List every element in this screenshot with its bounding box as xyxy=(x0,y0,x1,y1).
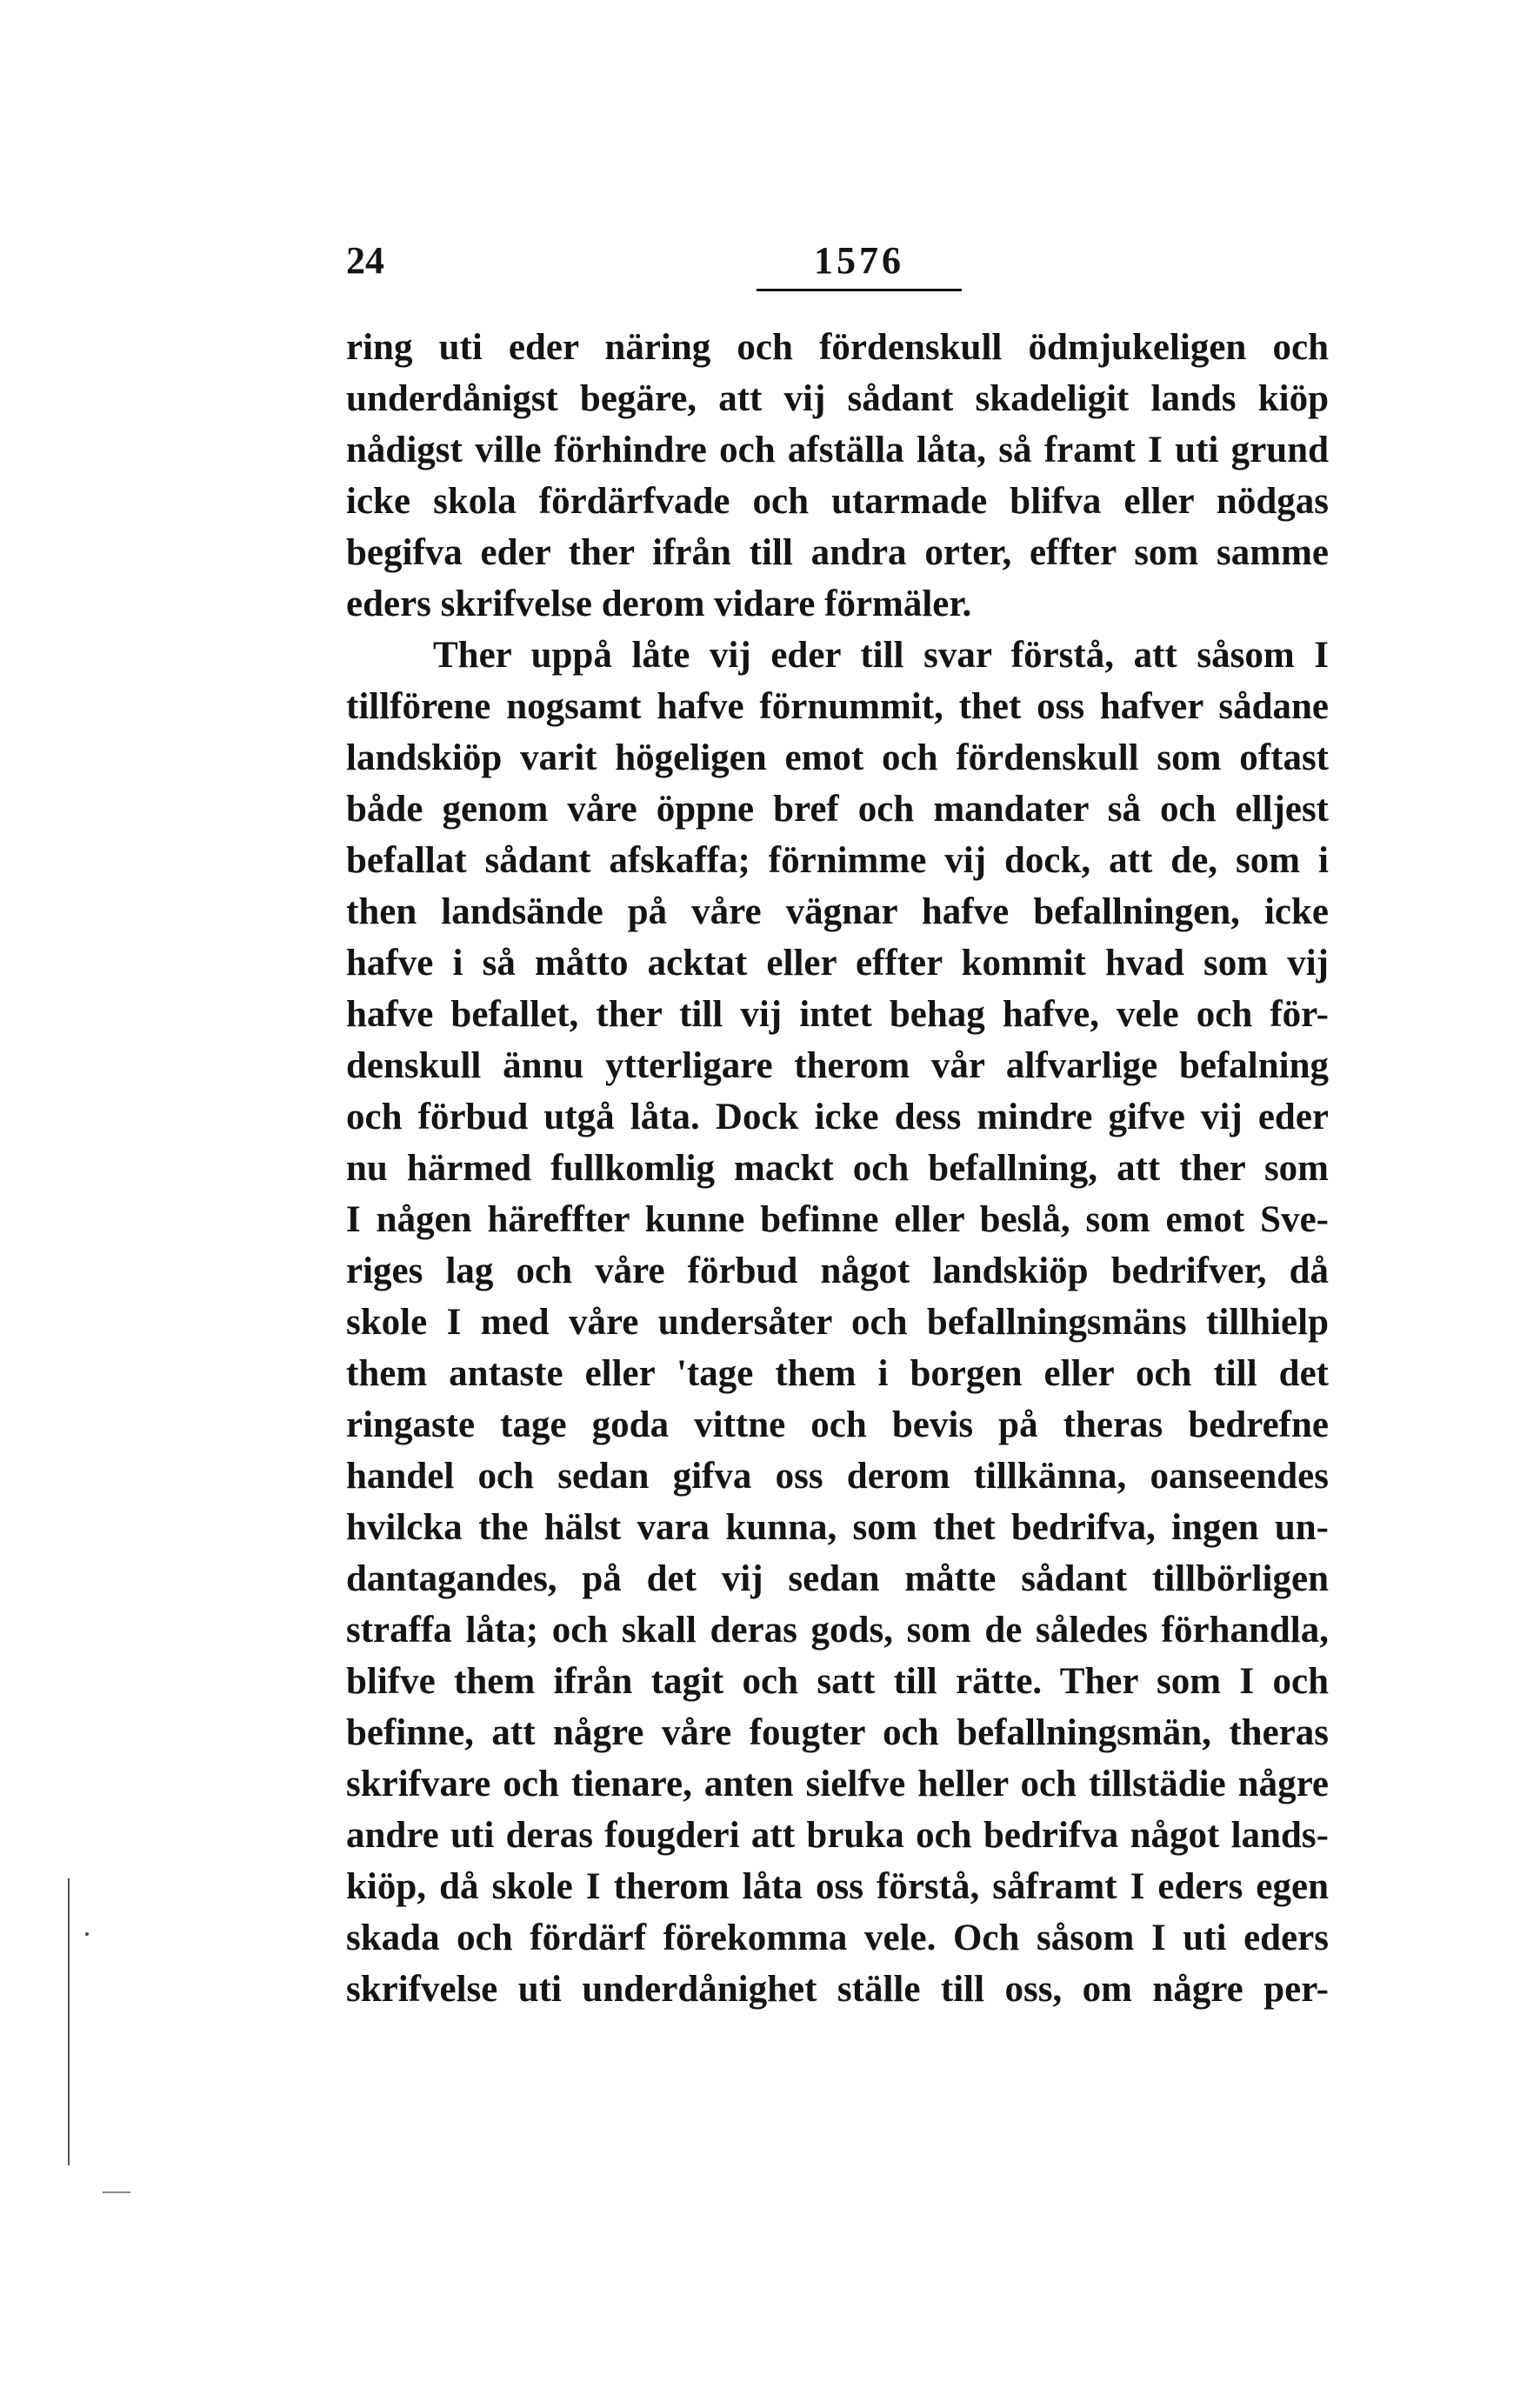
text-line: hafve befallet, ther till vij intet behag hafve, vele och för- xyxy=(346,994,1329,1035)
body-text xyxy=(346,322,1329,2015)
text-line: skrifvare och tienare, anten sielfve heller och tillstädie någre xyxy=(346,1764,1329,1804)
text-line: denskull ännu ytterligare therom vår alfvarlige befalning xyxy=(346,1045,1329,1086)
text-line: straffa låta; och skall deras gods, som de således förhandla, xyxy=(346,1610,1329,1651)
text-line: then landsände på våre vägnar hafve befallningen, icke xyxy=(346,891,1329,932)
text-line: tillförene nogsamt hafve förnummit, thet oss hafver sådane xyxy=(346,686,1329,727)
text-line: skada och fördärf förekomma vele. Och såsom I uti eders xyxy=(346,1918,1329,1958)
page-number: 24 xyxy=(346,239,384,282)
text-line: begifva eder ther ifrån till andra orter, effter som samme xyxy=(346,532,1329,573)
paragraph-start-line: Ther uppå låte vij eder till svar förstå, att såsom I xyxy=(433,635,1329,676)
text-line: hvilcka the hälst vara kunna, som thet bedrifva, ingen un- xyxy=(346,1507,1329,1548)
text-line: I någen häreffter kunne befinne eller beslå, som emot Sve- xyxy=(346,1199,1329,1240)
text-line: nu härmed fullkomlig mackt och befallning, att ther som xyxy=(346,1148,1329,1189)
margin-binding-line xyxy=(68,1878,70,2165)
text-line: them antaste eller 'tage them i borgen eller och till det xyxy=(346,1353,1329,1394)
margin-tick-mark xyxy=(103,2191,130,2193)
text-line: hafve i så måtto acktat eller effter kommit hvad som vij xyxy=(346,943,1329,984)
text-line: skrifvelse uti underdånighet ställe till oss, om någre per- xyxy=(346,1969,1329,2010)
margin-speck xyxy=(85,1932,89,1936)
text-line: dantagandes, på det vij sedan måtte sådant tillbörligen xyxy=(346,1558,1329,1599)
text-line: och förbud utgå låta. Dock icke dess mindre gifve vij eder xyxy=(346,1097,1329,1137)
text-line: kiöp, då skole I therom låta oss förstå, såframt I eders egen xyxy=(346,1866,1329,1907)
text-line: landskiöp varit högeligen emot och fördenskull som oftast xyxy=(346,737,1329,778)
text-line: skole I med våre undersåter och befallningsmäns tillhielp xyxy=(346,1302,1329,1343)
header-year: 1576 xyxy=(814,239,904,282)
text-line: underdånigst begäre, att vij sådant skadeligit lands kiöp xyxy=(346,378,1329,419)
text-line: riges lag och våre förbud något landskiöp bedrifver, då xyxy=(346,1251,1329,1291)
header-rule xyxy=(757,289,962,291)
text-line: andre uti deras fougderi att bruka och bedrifva något lands- xyxy=(346,1815,1329,1856)
page-header xyxy=(346,235,1329,296)
text-line: både genom våre öppne bref och mandater så och elljest xyxy=(346,789,1329,830)
text-line: blifve them ifrån tagit och satt till rätte. Ther som I och xyxy=(346,1661,1329,1702)
text-line: ring uti eder näring och fördenskull ödmjukeligen och xyxy=(346,327,1329,368)
text-line: nådigst ville förhindre och afställa låta, så framt I uti grund xyxy=(346,430,1329,470)
text-line: icke skola fördärfvade och utarmade blifva eller nödgas xyxy=(346,481,1329,522)
text-line: befallat sådant afskaffa; förnimme vij dock, att de, som i xyxy=(346,840,1329,881)
text-line: befinne, att någre våre fougter och befallningsmän, theras xyxy=(346,1712,1329,1753)
paragraph-end-line: eders skrifvelse derom vidare förmäler. xyxy=(346,584,972,624)
text-line: ringaste tage goda vittne och bevis på theras bedrefne xyxy=(346,1404,1329,1445)
text-line: handel och sedan gifva oss derom tillkänna, oanseendes xyxy=(346,1456,1329,1497)
